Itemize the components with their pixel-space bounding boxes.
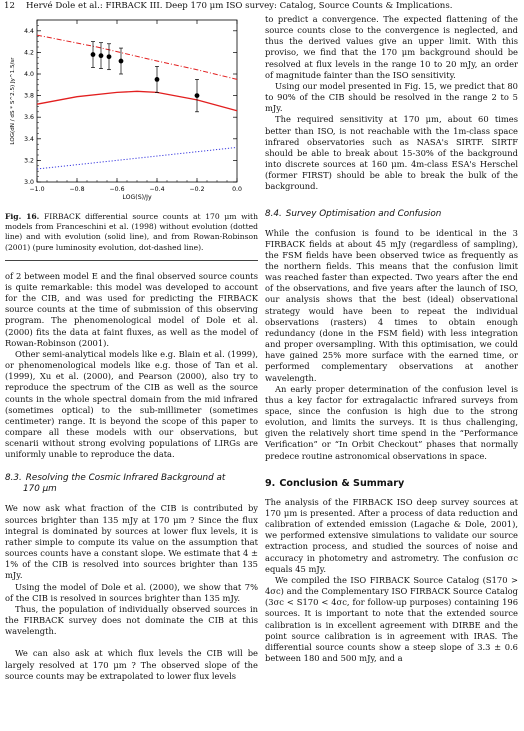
model-curve-dotted <box>37 147 237 169</box>
x-tick-label: −0.2 <box>189 186 205 193</box>
data-point <box>195 93 200 98</box>
section-number: 8.3. <box>5 473 22 484</box>
x-tick-label: −0.4 <box>149 186 165 193</box>
source-counts-chart <box>5 14 258 212</box>
paragraph: The required sensitivity at 170 μm, about 60 times better than ISO, is not reachable with the 1m-class space infrared observatories such as NASA's SIRTF. SIRTF should be able to break about 15-30% of the background into discrete sources at 160 μm. 4m-class ESA's Herschel (former FIRST) should be able to break the bulk of the background. <box>265 114 518 192</box>
paragraph: of 2 between model E and the final observed source counts is quite remarkable: this model was developed to account for the CIB, and was used for predicting the FIRBACK source counts at the time of submission of this observing program. The phenomenological model of Dole et al. (2000) fits the data at faint fluxes, as well as the model of Rowan-Robinson (2001). <box>5 270 258 348</box>
running-title: Hervé Dole et al.: FIRBACK III. Deep 170 μm ISO survey: Catalog, Source Counts & Implications. <box>26 1 453 11</box>
right-column <box>265 14 518 664</box>
paragraph: to predict a convergence. The expected flattening of the source counts close to the convergence is neglected, and thus the derived values give an upper limit. With this proviso, we find that the 170 μm background should be resolved at flux levels in the range 10 to 20 mJy, an order of magnitude fainter than the ISO sensitivity. <box>265 14 518 80</box>
y-tick-label: 3.2 <box>24 157 34 165</box>
left-column <box>5 14 258 682</box>
paragraph: Other semi-analytical models like e.g. Blain et al. (1999), or phenomenological models like e.g. those of Tan et al. (1999), Xu et al. (2000), and Pearson (2000), also try to reproduce the spectrum of the CIB as well as the source counts in the whole spectral domain from the mid infrared (sometimes optical) to the sub-millimeter (sometimes centimeter) range. It is beyond the scope of this paper to compare all these models with our observations, but scenarii without strong evolving populations of LIRGs are uniformly unable to reproduce the data. <box>5 348 258 460</box>
model-curve-dashdot <box>37 35 237 79</box>
x-axis-label: LOG(S)/Jy <box>122 194 152 201</box>
x-tick-label: 0.0 <box>232 186 242 193</box>
section-heading-8-4 <box>265 209 518 220</box>
section-title: Resolving the Cosmic Infrared Background at <box>25 473 226 484</box>
data-point <box>107 54 112 59</box>
data-point <box>99 53 104 58</box>
figure-label: Fig. 16. <box>5 212 40 221</box>
paragraph: We compiled the ISO FIRBACK Source Catalog (S170 > 4σc) and the Complementary ISO FIRBACK Source Catalog (3σc < S170 < 4σc, for follow-up purposes) containing 196 sources. It is important to note that the extended source calibration is in excellent agreement with DIRBE and the point source calibration is in agreement with IRAS. The differential source counts show a steep slope of 3.3 ± 0.6 between 180 and 500 mJy, and a <box>265 574 518 663</box>
paragraph: While the confusion is found to be identical in the 3 FIRBACK fields at about 45 mJy (regardless of sampling), the FSM fields have been observed twice as frequently as the northern fields. This means that the confusion limit was reached faster than expected. Two years after the end of the observations, and five years after the launch of ISO, our analysis shows that the best (ideal) observational strategy would have been to repeat the individual observations (rasters) 4 times to obtain enough redundancy (done in the FSM field) with less integration and proper oversampling. With this optimisation, we could have gained 25% more surface with the earned time, or performed complementary observations at another wavelength. <box>265 227 518 383</box>
section-title: Conclusion & Summary <box>279 477 405 489</box>
paragraph: An early proper determination of the confusion level is thus a key factor for extragalactic infrared surveys from space, since the confusion is high due to the strong evolution, and limits the surveys. It is thus challenging, given the relatively short time spend in the “Performance Verification” or “In Orbit Checkout” phases that normally predece routine astronomical observations in space. <box>265 383 518 461</box>
page-header <box>4 1 520 13</box>
paragraph: Thus, the population of individually observed sources in the FIRBACK survey does not dominate the CIB at this wavelength. <box>5 603 258 637</box>
section-title-continued: 170 μm <box>23 484 57 495</box>
section-number: 8.4. <box>265 208 282 219</box>
paragraph: Using our model presented in Fig. 15, we predict that 80 to 90% of the CIB should be resolved in the range 2 to 5 mJy. <box>265 80 518 114</box>
paragraph: Using the model of Dole et al. (2000), we show that 7% of the CIB is resolved in sources brighter than 135 mJy. <box>5 581 258 603</box>
data-point <box>155 77 160 82</box>
figure-caption-text: FIRBACK differential source counts at 170 μm with models from Franceschini et al. (1998) without evolution (dotted line) and with evolution (solid line), and from Rowan-Robinson (2001) (pure luminosity evolution, dot-dashed line). <box>5 212 258 252</box>
paragraph: The analysis of the FIRBACK ISO deep survey sources at 170 μm is presented. After a process of data reduction and calibration of extended emission (Lagache & Dole, 2001), we performed extensive simulations to validate our source extraction process, and studied the sources of noise and accuracy in photometry and astrometry. The confusion σc equals 45 mJy. <box>265 496 518 574</box>
section-heading-9 <box>265 478 518 490</box>
y-tick-label: 4.2 <box>24 49 34 57</box>
section-number: 9. <box>265 477 276 489</box>
x-tick-label: −0.6 <box>109 186 125 193</box>
y-tick-label: 4.4 <box>24 27 34 35</box>
data-point <box>119 59 124 64</box>
plot-frame <box>37 20 237 182</box>
y-axis-label: LOG(dN / dS * S^2.5) Jy^1.5/sr <box>10 57 16 145</box>
y-tick-label: 3.8 <box>24 92 34 100</box>
paragraph: We now ask what fraction of the CIB is contributed by sources brighter than 135 mJy at 170 μm ? Since the flux integral is dominated by sources at lower flux levels, it is rather simple to compute its value on the assumption that sources counts have a constant slope. We estimate that 4 ± 1% of the CIB is resolved into sources brighter than 135 mJy. <box>5 503 258 581</box>
model-curve-solid <box>37 91 237 110</box>
page-number: 12 <box>4 1 15 11</box>
y-tick-label: 3.0 <box>24 179 34 186</box>
section-title: Survey Optimisation and Confusion <box>285 208 442 219</box>
paragraph: We can also ask at which flux levels the CIB will be largely resolved at 170 μm ? The observed slope of the source counts may be extrapolated to lower flux levels <box>5 648 258 681</box>
y-tick-label: 3.4 <box>24 135 34 143</box>
section-heading-8-3 <box>5 473 258 495</box>
y-tick-label: 3.6 <box>24 114 34 122</box>
x-tick-label: −1.0 <box>29 186 45 193</box>
caption-divider <box>5 260 258 261</box>
x-tick-label: −0.8 <box>69 186 85 193</box>
y-tick-label: 4.0 <box>24 71 34 78</box>
data-point <box>91 52 96 57</box>
figure-caption <box>5 212 258 253</box>
figure-16 <box>5 14 258 212</box>
